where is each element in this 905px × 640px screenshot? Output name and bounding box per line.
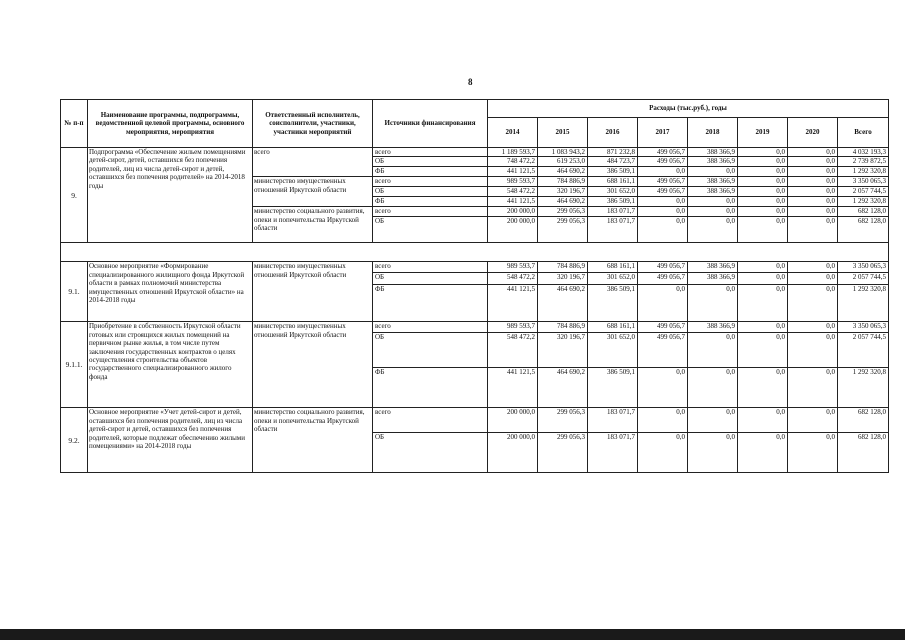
value-cell: 0,0 <box>638 167 688 177</box>
row-number: 9.1.1. <box>61 322 88 408</box>
source-cell: всего <box>373 322 488 333</box>
value-cell: 388 366,9 <box>688 187 738 197</box>
value-cell: 0,0 <box>738 322 788 333</box>
value-cell: 299 056,3 <box>538 433 588 473</box>
total-cell: 1 292 320,8 <box>838 167 889 177</box>
table-row <box>61 148 889 157</box>
value-cell: 183 071,7 <box>588 207 638 217</box>
value-cell: 0,0 <box>788 368 838 408</box>
value-cell: 0,0 <box>738 167 788 177</box>
value-cell: 0,0 <box>738 333 788 368</box>
value-cell: 499 056,7 <box>638 157 688 167</box>
value-cell: 464 690,2 <box>538 167 588 177</box>
value-cell: 183 071,7 <box>588 433 638 473</box>
value-cell: 0,0 <box>688 207 738 217</box>
value-cell: 200 000,0 <box>488 207 538 217</box>
table-row <box>61 243 889 262</box>
source-cell: всего <box>373 207 488 217</box>
total-cell: 2 057 744,5 <box>838 273 889 285</box>
value-cell: 0,0 <box>788 157 838 167</box>
value-cell: 299 056,3 <box>538 217 588 243</box>
value-cell: 484 723,7 <box>588 157 638 167</box>
total-cell: 4 032 193,3 <box>838 148 889 157</box>
value-cell: 464 690,2 <box>538 197 588 207</box>
value-cell: 0,0 <box>638 408 688 433</box>
value-cell: 784 886,9 <box>538 177 588 187</box>
spacer-row <box>61 243 889 262</box>
value-cell: 748 472,2 <box>488 157 538 167</box>
value-cell: 200 000,0 <box>488 217 538 243</box>
value-cell: 386 509,1 <box>588 167 638 177</box>
value-cell: 183 071,7 <box>588 408 638 433</box>
header-year: 2018 <box>688 118 738 148</box>
total-cell: 3 350 065,3 <box>838 262 889 273</box>
total-cell: 2 057 744,5 <box>838 333 889 368</box>
value-cell: 301 652,0 <box>588 187 638 197</box>
row-number: 9. <box>61 148 88 243</box>
value-cell: 0,0 <box>738 408 788 433</box>
source-cell: всего <box>373 177 488 187</box>
value-cell: 0,0 <box>638 197 688 207</box>
value-cell: 441 121,5 <box>488 368 538 408</box>
value-cell: 688 161,1 <box>588 322 638 333</box>
value-cell: 0,0 <box>688 368 738 408</box>
value-cell: 0,0 <box>788 207 838 217</box>
value-cell: 0,0 <box>788 177 838 187</box>
value-cell: 0,0 <box>688 197 738 207</box>
row-number: 9.2. <box>61 408 88 473</box>
source-cell: ФБ <box>373 368 488 408</box>
value-cell: 388 366,9 <box>688 177 738 187</box>
value-cell: 784 886,9 <box>538 322 588 333</box>
source-cell: всего <box>373 408 488 433</box>
value-cell: 0,0 <box>688 433 738 473</box>
total-cell: 1 292 320,8 <box>838 285 889 322</box>
total-cell: 2 057 744,5 <box>838 187 889 197</box>
value-cell: 0,0 <box>688 167 738 177</box>
value-cell: 499 056,7 <box>638 262 688 273</box>
value-cell: 0,0 <box>738 262 788 273</box>
row-number: 9.1. <box>61 262 88 322</box>
value-cell: 688 161,1 <box>588 262 638 273</box>
value-cell: 320 196,7 <box>538 273 588 285</box>
source-cell: ОБ <box>373 217 488 243</box>
header-name: Наименование программы, подпрограммы, ведомственной целевой программы, основного мероприятия, мероприятия <box>88 100 253 148</box>
source-cell: ОБ <box>373 333 488 368</box>
value-cell: 0,0 <box>788 333 838 368</box>
value-cell: 388 366,9 <box>688 273 738 285</box>
value-cell: 386 509,1 <box>588 197 638 207</box>
value-cell: 619 253,0 <box>538 157 588 167</box>
program-name: Приобретение в собственность Иркутской области готовых или строящихся жилых помещений на первичном рынке жилья, в том числе путем заключения государственных контрактов о целях осуществления строительства объектов государственного специализированного жилого фонда <box>88 322 253 408</box>
value-cell: 388 366,9 <box>688 322 738 333</box>
value-cell: 0,0 <box>738 207 788 217</box>
value-cell: 0,0 <box>738 157 788 167</box>
value-cell: 548 472,2 <box>488 333 538 368</box>
source-cell: ФБ <box>373 167 488 177</box>
total-cell: 682 128,0 <box>838 217 889 243</box>
value-cell: 871 232,8 <box>588 148 638 157</box>
value-cell: 0,0 <box>788 322 838 333</box>
value-cell: 499 056,7 <box>638 273 688 285</box>
header-year: 2015 <box>538 118 588 148</box>
value-cell: 388 366,9 <box>688 262 738 273</box>
program-name: Подпрограмма «Обеспечение жильем помещениями детей-сирот, детей, оставшихся без попечения родителей, лиц из числа детей-сирот и детей, оставшихся без попечения родителей» на 2014-2018 годы <box>88 148 253 243</box>
header-year: 2017 <box>638 118 688 148</box>
total-cell: 2 739 872,5 <box>838 157 889 167</box>
value-cell: 0,0 <box>638 368 688 408</box>
header-total: Всего <box>838 118 889 148</box>
value-cell: 200 000,0 <box>488 408 538 433</box>
value-cell: 0,0 <box>638 433 688 473</box>
header-num: № п-п <box>61 100 88 148</box>
header-expenses: Расходы (тыс.руб.), годы <box>488 100 889 118</box>
value-cell: 0,0 <box>788 217 838 243</box>
value-cell: 441 121,5 <box>488 285 538 322</box>
expenses-table <box>60 99 889 473</box>
header-year: 2019 <box>738 118 788 148</box>
value-cell: 0,0 <box>688 285 738 322</box>
value-cell: 320 196,7 <box>538 187 588 197</box>
executor: министерство имущественных отношений Иркутской области <box>253 177 373 207</box>
value-cell: 499 056,7 <box>638 177 688 187</box>
executor: министерство социального развития, опеки и попечительства Иркутской области <box>253 207 373 243</box>
program-name: Основное мероприятие «Формирование специализированного жилищного фонда Иркутской области в рамках полномочий министерства имущественных отношений Иркутской области» на 2014-2018 годы <box>88 262 253 322</box>
value-cell: 0,0 <box>788 273 838 285</box>
value-cell: 1 189 593,7 <box>488 148 538 157</box>
source-cell: ОБ <box>373 433 488 473</box>
value-cell: 388 366,9 <box>688 148 738 157</box>
value-cell: 0,0 <box>738 217 788 243</box>
value-cell: 499 056,7 <box>638 187 688 197</box>
value-cell: 0,0 <box>738 285 788 322</box>
value-cell: 0,0 <box>738 187 788 197</box>
value-cell: 0,0 <box>788 167 838 177</box>
value-cell: 299 056,3 <box>538 207 588 217</box>
value-cell: 0,0 <box>788 408 838 433</box>
value-cell: 386 509,1 <box>588 285 638 322</box>
header-year: 2014 <box>488 118 538 148</box>
value-cell: 464 690,2 <box>538 285 588 322</box>
value-cell: 0,0 <box>638 217 688 243</box>
page-number: 8 <box>468 77 473 87</box>
value-cell: 388 366,9 <box>688 157 738 167</box>
value-cell: 499 056,7 <box>638 322 688 333</box>
value-cell: 299 056,3 <box>538 408 588 433</box>
value-cell: 0,0 <box>738 148 788 157</box>
value-cell: 784 886,9 <box>538 262 588 273</box>
value-cell: 0,0 <box>738 368 788 408</box>
executor: министерство имущественных отношений Иркутской области <box>253 322 373 408</box>
total-cell: 682 128,0 <box>838 433 889 473</box>
value-cell: 386 509,1 <box>588 368 638 408</box>
total-cell: 682 128,0 <box>838 207 889 217</box>
source-cell: всего <box>373 262 488 273</box>
value-cell: 0,0 <box>738 433 788 473</box>
header-year: 2016 <box>588 118 638 148</box>
scan-bottom-edge <box>0 629 905 640</box>
value-cell: 499 056,7 <box>638 333 688 368</box>
value-cell: 0,0 <box>738 177 788 187</box>
value-cell: 301 652,0 <box>588 273 638 285</box>
source-cell: всего <box>373 148 488 157</box>
value-cell: 1 083 943,2 <box>538 148 588 157</box>
total-cell: 3 350 065,3 <box>838 177 889 187</box>
value-cell: 0,0 <box>738 197 788 207</box>
source-cell: ОБ <box>373 157 488 167</box>
total-cell: 1 292 320,8 <box>838 197 889 207</box>
header-source: Источники финансирования <box>373 100 488 148</box>
value-cell: 0,0 <box>638 285 688 322</box>
value-cell: 0,0 <box>738 273 788 285</box>
value-cell: 0,0 <box>788 197 838 207</box>
executor: министерство имущественных отношений Иркутской области <box>253 262 373 322</box>
value-cell: 0,0 <box>688 217 738 243</box>
value-cell: 0,0 <box>788 433 838 473</box>
value-cell: 0,0 <box>788 285 838 322</box>
value-cell: 499 056,7 <box>638 148 688 157</box>
value-cell: 548 472,2 <box>488 187 538 197</box>
total-cell: 1 292 320,8 <box>838 368 889 408</box>
source-cell: ОБ <box>373 273 488 285</box>
value-cell: 688 161,1 <box>588 177 638 187</box>
table-row <box>61 408 889 433</box>
header-executor: Ответственный исполнитель, соисполнители, участники, участники мероприятий <box>253 100 373 148</box>
value-cell: 0,0 <box>788 187 838 197</box>
value-cell: 989 593,7 <box>488 322 538 333</box>
value-cell: 0,0 <box>788 148 838 157</box>
value-cell: 0,0 <box>638 207 688 217</box>
program-name: Основное мероприятие «Учет детей-сирот и детей, оставшихся без попечения родителей, лиц из числа детей-сирот и детей, оставшихся без попечения родителей, которые подлежат обеспечению жилыми помещениями» на 2014-2018 годы <box>88 408 253 473</box>
value-cell: 0,0 <box>688 333 738 368</box>
value-cell: 301 652,0 <box>588 333 638 368</box>
header-year: 2020 <box>788 118 838 148</box>
value-cell: 183 071,7 <box>588 217 638 243</box>
value-cell: 548 472,2 <box>488 273 538 285</box>
value-cell: 0,0 <box>688 408 738 433</box>
value-cell: 320 196,7 <box>538 333 588 368</box>
value-cell: 200 000,0 <box>488 433 538 473</box>
table-row <box>61 262 889 273</box>
total-cell: 3 350 065,3 <box>838 322 889 333</box>
value-cell: 0,0 <box>788 262 838 273</box>
source-cell: ОБ <box>373 187 488 197</box>
executor: министерство социального развития, опеки и попечительства Иркутской области <box>253 408 373 473</box>
value-cell: 441 121,5 <box>488 197 538 207</box>
source-cell: ФБ <box>373 285 488 322</box>
value-cell: 441 121,5 <box>488 167 538 177</box>
value-cell: 989 593,7 <box>488 262 538 273</box>
source-cell: ФБ <box>373 197 488 207</box>
total-cell: 682 128,0 <box>838 408 889 433</box>
table-row <box>61 322 889 333</box>
executor: всего <box>253 148 373 177</box>
value-cell: 989 593,7 <box>488 177 538 187</box>
value-cell: 464 690,2 <box>538 368 588 408</box>
